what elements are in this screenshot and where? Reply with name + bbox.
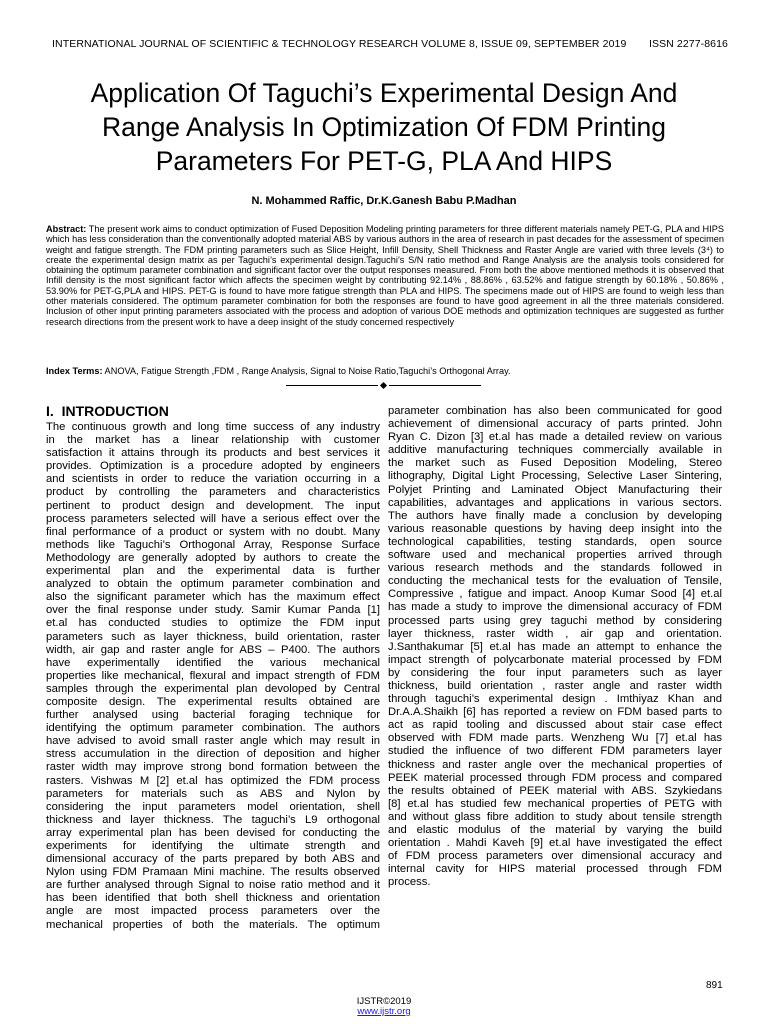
right-column-line: J.Santhakumar [5] et.al has made an attempt to enhance the	[388, 640, 722, 653]
right-column-line: thickness and raster angle over the mechanical properties of	[388, 758, 722, 771]
left-column-line: and scientists in order to reduce the variation occurring in a	[46, 473, 380, 486]
right-column-line: additive manufacturing techniques commercially available in	[388, 444, 722, 457]
left-column-line: composite design. The experimental results obtained are	[46, 695, 380, 708]
section-heading-introduction	[46, 403, 169, 419]
abstract	[46, 224, 724, 327]
left-column-line: experiments for identifying the ultimate strength and	[46, 840, 380, 852]
left-column-line: The continuous growth and long time success of any industry	[46, 421, 380, 433]
divider-line-left	[286, 385, 378, 386]
right-column-line: lithography, Digital Light Processing, Selective Laser Sintering,	[388, 470, 722, 483]
issn: ISSN 2277-8616	[648, 38, 728, 50]
abstract-line-4: Range Analysis are the analysis tools considered for obtaining the optimum parameter combination and significant factor over the output responses	[46, 254, 724, 276]
right-column-line: Compressive , fatigue and impact. Anoop Kumar Sood [4] et.al	[388, 588, 722, 601]
left-column-line: product by controlling the parameters and characteristics	[46, 486, 380, 499]
abstract-line-9: associated with the process and adoption of various DOE methods and optimization techniques are suggested as further research directions from the	[46, 306, 724, 327]
abstract-label: Abstract:	[46, 224, 87, 234]
left-column-line: considering the input parameters model orientation, shell	[46, 800, 380, 813]
right-column-line: and without glass fibre addition to study about tensile strength	[388, 810, 722, 823]
right-column-line: Polyjet Printing and Laminated Object Manufacturing their	[388, 483, 722, 496]
left-column-line: raster width may improve strong bond formation between the	[46, 761, 380, 774]
left-column-line: over the final response under study. Samir Kumar Panda [1]	[46, 604, 380, 617]
left-column-line: mechanical properties of both the materials. The optimum	[46, 918, 380, 931]
left-column-line: satisfaction it attains through its products and best services it	[46, 447, 380, 460]
right-column-line: by considering the four input parameters such as layer	[388, 666, 722, 679]
journal-name: INTERNATIONAL JOURNAL OF SCIENTIFIC & TECHNOLOGY RESEARCH VOLUME 8, ISSUE 09, SEPTEMBER 2019	[52, 38, 627, 50]
left-column-line: et.al has conducted studies to optimize the FDM input	[46, 617, 380, 630]
left-column-line: has been identified that both shell thickness and orientation	[46, 892, 380, 905]
left-column-line: Methodology are generally adopted by authors to create the	[46, 551, 380, 564]
right-column-line: Dr.A.A.Shaikh [6] has reported a review on FDM based parts to	[388, 706, 722, 719]
left-column-line: provides. Optimization is a procedure adopted by engineers	[46, 460, 380, 473]
abstract-line-5: measured. From both the above mentioned methods it is observed that Infill density is the most significant factor which affects the specimen weight by	[46, 265, 725, 286]
right-column-line: layer thickness, raster width , air gap and orientation.	[388, 627, 722, 640]
left-column-line: array experimental plan has been devised for conducting the	[46, 826, 380, 839]
left-column-line: identifying the optimum parameter combination. The authors	[46, 722, 380, 735]
abstract-line-10: present work to have a deep insight of the study concerned respectively	[162, 316, 455, 327]
left-column-line: are further analysed through Signal to noise ratio method and it	[46, 879, 380, 892]
left-column-line: dimensional accuracy of the parts prepared by both ABS and	[46, 853, 380, 866]
right-column-line: thickness, build orientation , raster angle and raster width	[388, 679, 722, 692]
left-column-line: methods like Taguchi’s Orthogonal Array, Response Surface	[46, 538, 380, 551]
paper-title	[24, 76, 744, 178]
abstract-line-3: Angle are varied with three levels (3⁴) to create the experimental design matrix as per Taguchi’s experimental design.Taguchi’s S/N ratio method and	[46, 244, 725, 265]
left-column-line: analyzed to obtain the optimum parameter combination and	[46, 578, 380, 591]
right-column-line: act as rapid tooling and discussed about stair case effect	[388, 719, 722, 732]
section-divider	[276, 383, 490, 388]
section-title: INTRODUCTION	[61, 403, 169, 419]
right-column-line: [8] et.al has studied few mechanical properties of PETG with	[388, 797, 722, 810]
left-column-line: final performance of a product or system with no doubt. Many	[46, 525, 380, 538]
left-column-line: Nylon using FDM Pramaan Mini machine. The results observed	[46, 866, 380, 879]
right-column-line: through taguchi’s experimental design . Imthiyaz Khan and	[388, 693, 722, 706]
right-column-line: process.	[388, 876, 431, 889]
left-column-line: process parameters selected will have a serious effect over the	[46, 512, 380, 525]
index-terms-text: ANOVA, Fatigue Strength ,FDM , Range Analysis, Signal to Noise Ratio,Taguchi’s Orthogonal Array.	[102, 366, 511, 376]
left-column-line: also the significant parameter which has the maximum effect	[46, 591, 380, 604]
left-column-line: parameters for materials such as ABS and Nylon by	[46, 787, 380, 800]
right-column-line: various reasonable questions by having deep insight into the	[388, 522, 722, 535]
body-column-left	[46, 421, 380, 932]
abstract-line-7: fatigue strength than PLA and HIPS. The specimens made out of HIPS are found to weigh less than other materials considered. The optimum parameter	[46, 285, 724, 307]
index-terms	[46, 366, 724, 377]
left-column-line: rasters. Vishwas M [2] et.al has optimized the FDM process	[46, 774, 380, 787]
abstract-line-8: combination for both the responses are found to have good agreement in all the three materials considered. Inclusion of other input printing parameters	[46, 296, 724, 317]
right-column-line: parameter combination has also been communicated for good	[388, 405, 722, 417]
abstract-line-6: contributing 92.14% , 88.86% , 63.52% and fatigue strength by 60.18% , 50.86% , 53.90% for PET-G,PLA and HIPS. PET-G is found to have more	[46, 275, 724, 296]
divider-line-right	[389, 385, 481, 386]
right-column-line: Ryan C. Dizon [3] et.al has made a detailed review on various	[388, 431, 722, 444]
left-column-line: experimental plan and the experimental data is further	[46, 565, 380, 578]
body-column-right	[388, 405, 722, 889]
left-column-line: thickness and layer thickness. The taguchi’s L9 orthogonal	[46, 813, 380, 826]
right-column-line: various research methods and the standards followed in	[388, 562, 722, 575]
left-column-line: parameters such as layer thickness, build orientation, raster	[46, 630, 380, 643]
right-column-line: the results obtained of PEEK material with ABS. Szykiedans	[388, 784, 722, 797]
right-column-line: has made a study to improve the dimensional accuracy of FDM	[388, 601, 722, 614]
title-line-1: Application Of Taguchi’s Experimental Design And	[90, 78, 678, 108]
left-column-line: samples through the experimental plan devoloped by Central	[46, 682, 380, 695]
right-column-line: observed with FDM made parts. Wenzheng Wu [7] et.al has	[388, 732, 722, 745]
abstract-line-0: The present work aims to conduct optimization of Fused Deposition Modeling printing parameters for three different materials namely PET-G,	[86, 224, 663, 234]
left-column-line: width, air gap and raster angle for ABS – P400. The authors	[46, 643, 380, 656]
left-column-line: pertinent to product design and development. The input	[46, 499, 380, 512]
title-line-3: Parameters For PET-G, PLA And HIPS	[155, 146, 613, 176]
left-column-line: further analysed using bacterial foraging technique for	[46, 709, 380, 722]
right-column-line: achievement of dimensional accuracy of parts printed. John	[388, 418, 722, 431]
left-column-line: in the market has a linear relationship with customer	[46, 434, 380, 447]
footer-copyright: IJSTR©2019	[356, 996, 412, 1007]
right-column-line: capabilities, advantages and applications in various sectors.	[388, 496, 722, 509]
right-column-line: software used and mechanical properties arrived through	[388, 549, 722, 562]
diamond-icon	[379, 382, 386, 389]
left-column-line: angle are most impacted process parameters over the	[46, 905, 380, 918]
right-column-line: The authors have finally made a conclusion by developing	[388, 509, 722, 522]
left-column-line: have advised to avoid small raster angle which may result in	[46, 735, 380, 748]
right-column-line: the market such as Fused Deposition Modeling, Stereo	[388, 457, 722, 470]
right-column-line: PEEK material processed through FDM process and compared	[388, 771, 722, 784]
left-column-line: have experimentally identified the various mechanical	[46, 656, 380, 669]
section-number: I.	[46, 403, 54, 419]
right-column-line: and elastic modulus of the material by varying the build	[388, 824, 722, 836]
right-column-line: impact strength of polycarbonate material processed by FDM	[388, 653, 722, 666]
right-column-line: processed parts using grey taguchi method by considering	[388, 614, 722, 627]
page-number: 891	[706, 980, 723, 991]
right-column-line: conducting the mechanical tests for the evaluation of Tensile,	[388, 575, 722, 588]
abstract-line-1: PLA and HIPS which has less consideration than the conventionally adopted material ABS by various authors in the area of research in past decades for	[46, 224, 724, 245]
right-column-line: orientation . Mahdi Kaveh [9] et.al have investigated the effect	[388, 837, 722, 850]
index-terms-label: Index Terms:	[46, 366, 103, 376]
author-list: N. Mohammed Raffic, Dr.K.Ganesh Babu P.Madhan	[251, 195, 517, 207]
right-column-line: studied the influence of two different FDM parameters layer	[388, 745, 722, 758]
left-column-line: stress accumulation in the direction of deposition and higher	[46, 748, 380, 761]
right-column-line: internal cavity for HIPS material processed through FDM	[388, 863, 722, 876]
abstract-line-2: the assessment of specimen weight and fatigue strength. The FDM printing parameters such as Slice Height, Infill Density, Shell Thickness and Raster	[46, 234, 724, 255]
footer-journal-link[interactable]: www.ijstr.org	[357, 1006, 411, 1017]
left-column-line: properties like mechanical, flexural and impact strength of FDM	[46, 669, 380, 682]
right-column-line: of FDM process parameters over dimensional accuracy and	[388, 850, 722, 863]
right-column-line: technological capabilities, testing standards, open source	[388, 535, 722, 548]
title-line-2: Range Analysis In Optimization Of FDM Printing	[101, 112, 667, 142]
